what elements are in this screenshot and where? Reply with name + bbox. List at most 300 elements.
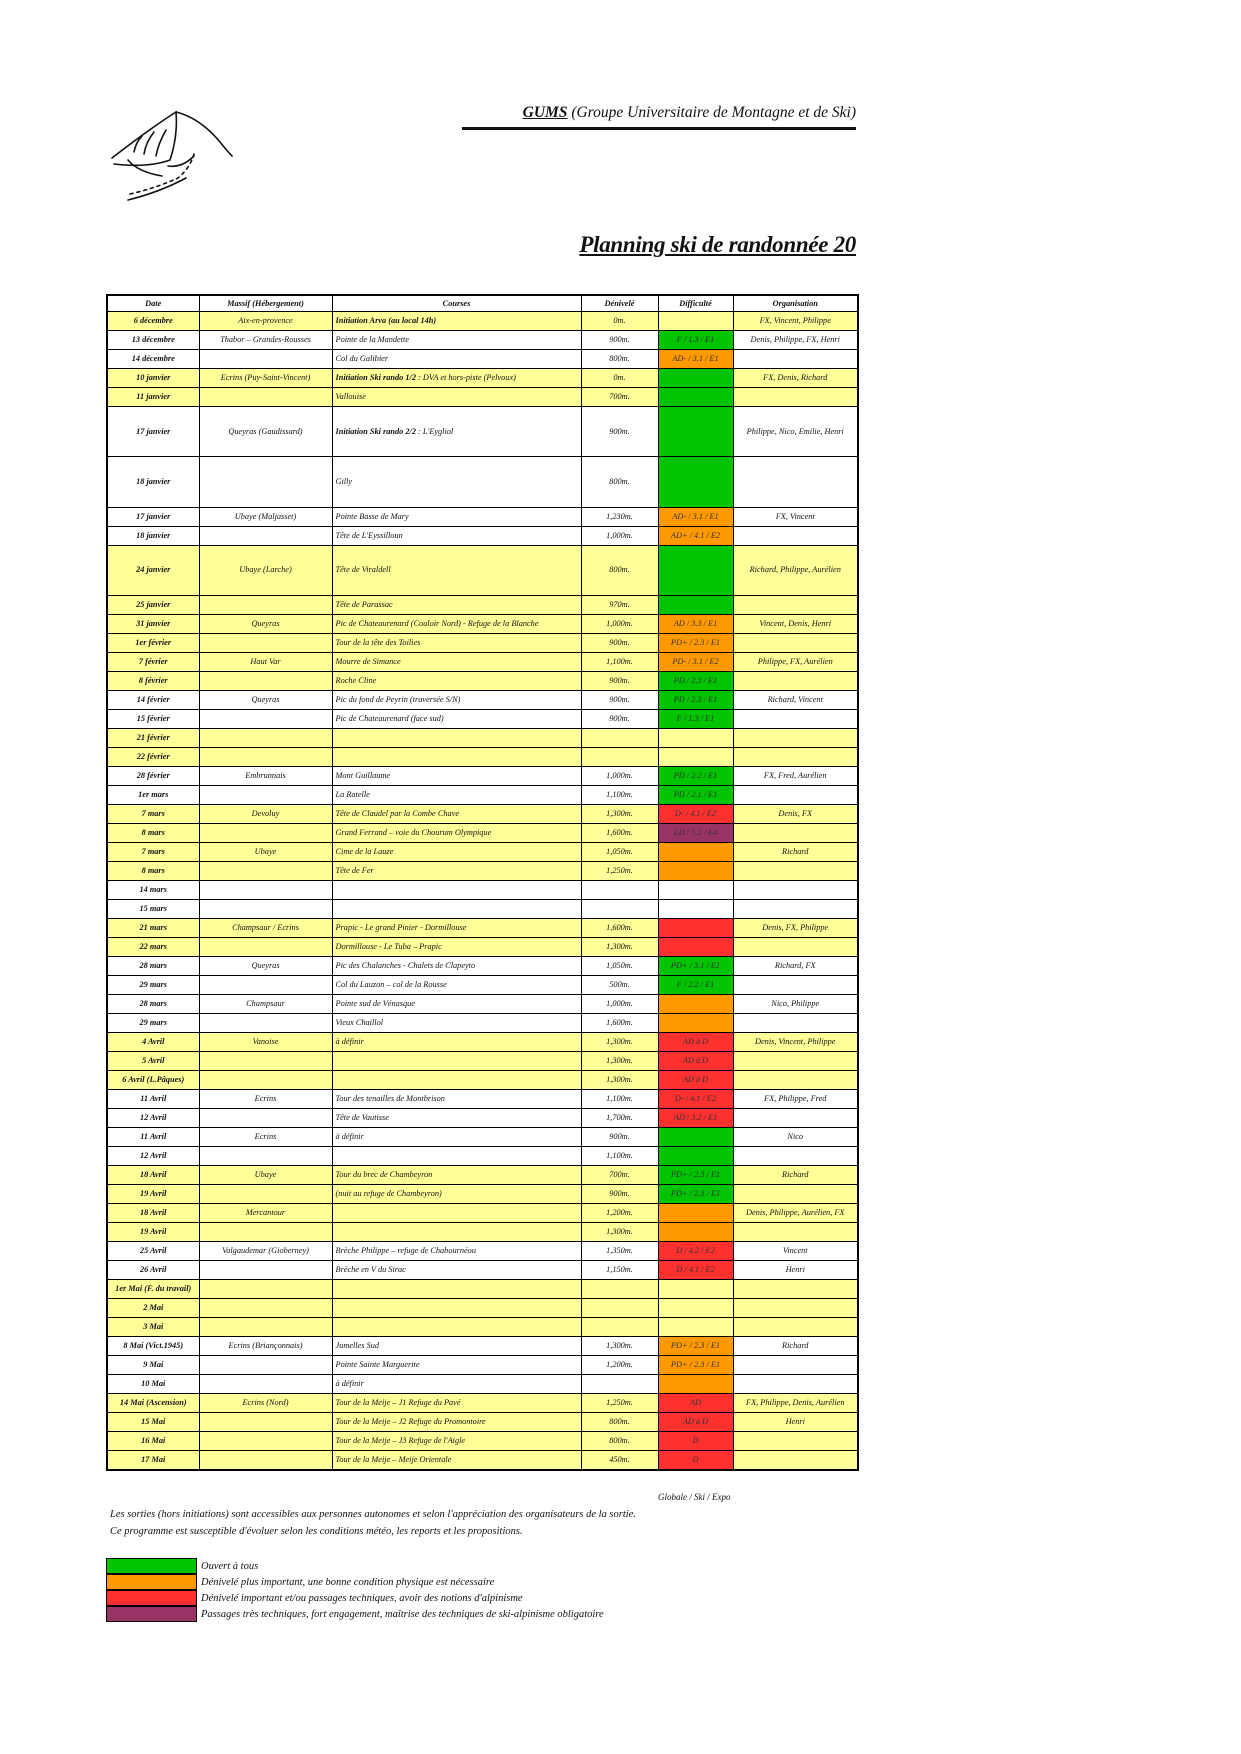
cell-massif: Queyras xyxy=(199,957,332,976)
course-label: Tour de la Meije – J1 Refuge du Pavé xyxy=(335,1398,461,1408)
cell-date: 17 janvier xyxy=(107,407,199,457)
cell-difficulte xyxy=(658,388,733,407)
table-row xyxy=(107,976,858,995)
table-row xyxy=(107,1052,858,1071)
cell-date: 1er février xyxy=(107,634,199,653)
cell-difficulte: AD / 3.3 / E1 xyxy=(658,615,733,634)
cell-massif xyxy=(199,786,332,805)
table-row xyxy=(107,881,858,900)
cell-denivele: 1,000m. xyxy=(581,995,658,1014)
table-row xyxy=(107,457,858,507)
cell-organisation xyxy=(733,710,858,729)
cell-date: 18 Avril xyxy=(107,1166,199,1185)
cell-organisation: Nico, Philippe xyxy=(733,995,858,1014)
cell-organisation xyxy=(733,526,858,545)
cell-massif xyxy=(199,710,332,729)
cell-organisation: Henri xyxy=(733,1261,858,1280)
cell-difficulte: PD+ / 2.3 / E1 xyxy=(658,1337,733,1356)
cell-difficulte: PD+ / 2.3 / E1 xyxy=(658,1356,733,1375)
table-row xyxy=(107,786,858,805)
course-label: Brèche Philippe – refuge de Chabournéou xyxy=(335,1246,476,1256)
cell-difficulte: D / 4.2 / E2 xyxy=(658,1242,733,1261)
cell-difficulte xyxy=(658,995,733,1014)
cell-date: 17 janvier xyxy=(107,507,199,526)
organization-header xyxy=(462,104,856,130)
course-label: Pointe Sainte Marguerite xyxy=(335,1360,420,1370)
cell-massif: Queyras xyxy=(199,615,332,634)
cell-course xyxy=(332,615,581,634)
course-bold-label: Initiation Arva (au local 14h) xyxy=(335,316,437,325)
cell-difficulte: D- / 4.1 / E2 xyxy=(658,805,733,824)
cell-course xyxy=(332,369,581,388)
cell-date: 7 mars xyxy=(107,805,199,824)
cell-organisation xyxy=(733,1299,858,1318)
course-label: (nuit au refuge de Chambeyron) xyxy=(335,1189,442,1199)
cell-difficulte: AD / 3.2 / E1 xyxy=(658,1109,733,1128)
table-row xyxy=(107,767,858,786)
cell-organisation xyxy=(733,881,858,900)
cell-difficulte xyxy=(658,545,733,595)
cell-massif xyxy=(199,938,332,957)
course-label: Tête de Vautisse xyxy=(335,1113,389,1123)
table-row xyxy=(107,900,858,919)
table-row xyxy=(107,312,858,331)
table-row xyxy=(107,938,858,957)
schedule-rows xyxy=(107,312,858,1470)
cell-denivele: 900m. xyxy=(581,634,658,653)
cell-massif xyxy=(199,388,332,407)
cell-difficulte xyxy=(658,369,733,388)
cell-denivele: 450m. xyxy=(581,1451,658,1470)
cell-organisation: FX, Philippe, Fred xyxy=(733,1090,858,1109)
cell-organisation: Philippe, Nico, Emilie, Henri xyxy=(733,407,858,457)
cell-date: 9 Mai xyxy=(107,1356,199,1375)
cell-date: 6 Avril (L.Pâques) xyxy=(107,1071,199,1090)
cell-date: 29 mars xyxy=(107,1014,199,1033)
cell-massif xyxy=(199,1280,332,1299)
course-label: Roche Cline xyxy=(335,676,377,686)
cell-date: 15 Mai xyxy=(107,1413,199,1432)
cell-denivele: 1,100m. xyxy=(581,1090,658,1109)
cell-massif xyxy=(199,596,332,615)
cell-course xyxy=(332,1318,581,1337)
cell-organisation: Vincent xyxy=(733,1242,858,1261)
course-label: Col du Galibier xyxy=(335,354,389,363)
cell-difficulte: F / 1.3 / E1 xyxy=(658,331,733,350)
course-label: Cime de la Lauze xyxy=(335,847,394,857)
cell-difficulte: F / 2.2 / E1 xyxy=(658,976,733,995)
table-row xyxy=(107,1299,858,1318)
difficulty-legend xyxy=(106,1558,604,1622)
course-label: Tour de la tête des Toilies xyxy=(335,638,421,648)
schedule-table xyxy=(106,294,859,1471)
cell-date: 28 mars xyxy=(107,995,199,1014)
cell-course xyxy=(332,1375,581,1394)
cell-date: 28 mars xyxy=(107,957,199,976)
cell-massif: Ecrins xyxy=(199,1128,332,1147)
cell-date: 12 Avril xyxy=(107,1147,199,1166)
cell-course xyxy=(332,388,581,407)
cell-organisation: Nico xyxy=(733,1128,858,1147)
cell-organisation: Richard, Philippe, Aurélien xyxy=(733,545,858,595)
cell-difficulte: PD+ / 2.3 / E1 xyxy=(658,634,733,653)
cell-date: 11 Avril xyxy=(107,1090,199,1109)
cell-course xyxy=(332,862,581,881)
cell-date: 10 janvier xyxy=(107,369,199,388)
cell-organisation xyxy=(733,1223,858,1242)
cell-date: 16 Mai xyxy=(107,1432,199,1451)
cell-date: 8 mars xyxy=(107,824,199,843)
table-row xyxy=(107,1432,858,1451)
cell-massif xyxy=(199,824,332,843)
cell-denivele: 1,100m. xyxy=(581,786,658,805)
cell-massif xyxy=(199,1147,332,1166)
course-label: : DVA et hors-piste (Pelvoux) xyxy=(415,373,516,382)
cell-difficulte xyxy=(658,407,733,457)
cell-course xyxy=(332,938,581,957)
cell-course xyxy=(332,1071,581,1090)
legend-swatch-purple xyxy=(106,1606,197,1622)
table-row xyxy=(107,596,858,615)
cell-course xyxy=(332,653,581,672)
cell-massif xyxy=(199,1223,332,1242)
cell-difficulte xyxy=(658,1128,733,1147)
cell-denivele: 1,300m. xyxy=(581,1071,658,1090)
cell-organisation: FX, Vincent xyxy=(733,507,858,526)
cell-denivele: 1,200m. xyxy=(581,1356,658,1375)
cell-course xyxy=(332,843,581,862)
cell-difficulte xyxy=(658,1204,733,1223)
cell-course xyxy=(332,1451,581,1470)
cell-difficulte: PD+ / 2.3 / E1 xyxy=(658,1185,733,1204)
cell-massif xyxy=(199,1109,332,1128)
cell-course xyxy=(332,824,581,843)
course-label: Pointe de la Mandette xyxy=(335,335,409,344)
course-label: Tour des tenailles de Montbrison xyxy=(335,1094,445,1104)
cell-difficulte: AD à D xyxy=(658,1052,733,1071)
table-row xyxy=(107,1413,858,1432)
course-label: Tête de Claudel par la Combe Chave xyxy=(335,809,460,819)
cell-organisation: Denis, FX xyxy=(733,805,858,824)
cell-course xyxy=(332,545,581,595)
cell-massif xyxy=(199,634,332,653)
cell-denivele: 1,000m. xyxy=(581,767,658,786)
cell-date: 8 Mai (Vict.1945) xyxy=(107,1337,199,1356)
cell-massif xyxy=(199,729,332,748)
table-row xyxy=(107,1223,858,1242)
table-row xyxy=(107,388,858,407)
difficulty-scale-caption: Globale / Ski / Expo xyxy=(658,1492,731,1502)
table-row xyxy=(107,1033,858,1052)
cell-difficulte: D- / 4.1 / E2 xyxy=(658,1090,733,1109)
course-label: Tour de la Meije – J3 Refuge de l'Aigle xyxy=(335,1436,466,1446)
cell-difficulte xyxy=(658,900,733,919)
cell-date: 18 janvier xyxy=(107,526,199,545)
cell-difficulte xyxy=(658,1375,733,1394)
course-label: Grand Ferrand – voie du Chourum Olympique xyxy=(335,828,492,838)
cell-difficulte: D xyxy=(658,1451,733,1470)
cell-denivele: 1,100m. xyxy=(581,1147,658,1166)
cell-date: 22 mars xyxy=(107,938,199,957)
cell-organisation xyxy=(733,862,858,881)
cell-difficulte xyxy=(658,457,733,507)
legend-label: Dénivelé plus important, une bonne condition physique est nécessaire xyxy=(201,1576,495,1588)
cell-massif xyxy=(199,1052,332,1071)
cell-course xyxy=(332,350,581,369)
table-row xyxy=(107,1356,858,1375)
course-bold-label: Initiation Ski rando 1/2 xyxy=(335,373,416,382)
cell-denivele: 1,000m. xyxy=(581,615,658,634)
cell-date: 21 mars xyxy=(107,919,199,938)
cell-denivele: 1,250m. xyxy=(581,1394,658,1413)
legend-label: Passages très techniques, fort engagement, maîtrise des techniques de ski-alpinisme obligatoire xyxy=(201,1608,604,1620)
table-row xyxy=(107,862,858,881)
cell-denivele: 0m. xyxy=(581,369,658,388)
table-row xyxy=(107,710,858,729)
legend-item xyxy=(106,1606,604,1622)
cell-massif xyxy=(199,672,332,691)
cell-organisation xyxy=(733,1147,858,1166)
cell-organisation: Richard, Vincent xyxy=(733,691,858,710)
cell-date: 29 mars xyxy=(107,976,199,995)
cell-denivele xyxy=(581,881,658,900)
cell-organisation: Denis, Philippe, FX, Henri xyxy=(733,331,858,350)
cell-denivele: 800m. xyxy=(581,1413,658,1432)
table-row xyxy=(107,350,858,369)
cell-organisation xyxy=(733,1071,858,1090)
cell-denivele: 900m. xyxy=(581,1185,658,1204)
cell-course xyxy=(332,1299,581,1318)
table-row xyxy=(107,1185,858,1204)
course-label: à définir xyxy=(335,1379,364,1389)
cell-difficulte xyxy=(658,1280,733,1299)
cell-difficulte: AD- / 3.1 / E1 xyxy=(658,350,733,369)
cell-organisation: FX, Philippe, Denis, Aurélien xyxy=(733,1394,858,1413)
cell-date: 1er Mai (F. du travail) xyxy=(107,1280,199,1299)
course-label: Tour du brec de Chambeyron xyxy=(335,1170,433,1180)
cell-date: 19 Avril xyxy=(107,1223,199,1242)
cell-difficulte xyxy=(658,1014,733,1033)
table-row xyxy=(107,1090,858,1109)
cell-massif xyxy=(199,976,332,995)
cell-denivele: 800m. xyxy=(581,545,658,595)
cell-denivele: 900m. xyxy=(581,710,658,729)
cell-date: 7 mars xyxy=(107,843,199,862)
cell-organisation xyxy=(733,1185,858,1204)
table-row xyxy=(107,1071,858,1090)
cell-organisation: Richard, FX xyxy=(733,957,858,976)
cell-difficulte xyxy=(658,596,733,615)
cell-difficulte: AD xyxy=(658,1394,733,1413)
cell-organisation: FX, Fred, Aurélien xyxy=(733,767,858,786)
table-row xyxy=(107,1242,858,1261)
cell-denivele: 1,000m. xyxy=(581,526,658,545)
column-header-courses: Courses xyxy=(332,295,581,312)
course-label: Prapic - Le grand Pinier - Dormillouse xyxy=(335,923,467,933)
cell-massif: Aix-en-provence xyxy=(199,312,332,331)
cell-massif xyxy=(199,1071,332,1090)
legend-swatch-red xyxy=(106,1590,197,1606)
cell-organisation xyxy=(733,938,858,957)
cell-massif: Ecrins (Briançonnais) xyxy=(199,1337,332,1356)
cell-course xyxy=(332,710,581,729)
table-row xyxy=(107,1147,858,1166)
course-label: Pointe sud de Vénasque xyxy=(335,999,415,1009)
cell-difficulte xyxy=(658,881,733,900)
cell-course xyxy=(332,1090,581,1109)
cell-denivele: 1,600m. xyxy=(581,824,658,843)
cell-date: 4 Avril xyxy=(107,1033,199,1052)
table-row xyxy=(107,507,858,526)
cell-difficulte: D / 4.1 / E2 xyxy=(658,1261,733,1280)
cell-difficulte xyxy=(658,748,733,767)
cell-organisation: Richard xyxy=(733,843,858,862)
cell-massif xyxy=(199,1185,332,1204)
cell-date: 5 Avril xyxy=(107,1052,199,1071)
cell-difficulte: AD à D xyxy=(658,1071,733,1090)
cell-date: 31 janvier xyxy=(107,615,199,634)
column-header-massif: Massif (Hébergement) xyxy=(199,295,332,312)
course-label: Vallouise xyxy=(335,392,366,401)
table-row xyxy=(107,843,858,862)
course-label: Vieux Chaillol xyxy=(335,1018,384,1028)
cell-difficulte: AD+ / 4.1 / E2 xyxy=(658,526,733,545)
cell-course xyxy=(332,1413,581,1432)
table-row xyxy=(107,653,858,672)
table-row xyxy=(107,1280,858,1299)
cell-date: 12 Avril xyxy=(107,1109,199,1128)
cell-difficulte xyxy=(658,1299,733,1318)
cell-date: 15 février xyxy=(107,710,199,729)
table-row xyxy=(107,634,858,653)
cell-massif: Valgaudemar (Gioberney) xyxy=(199,1242,332,1261)
cell-denivele: 900m. xyxy=(581,407,658,457)
cell-date: 18 janvier xyxy=(107,457,199,507)
cell-date: 25 janvier xyxy=(107,596,199,615)
note-program-changes: Ce programme est susceptible d'évoluer selon les conditions météo, les reports et les propositions. xyxy=(110,1526,523,1537)
cell-course xyxy=(332,312,581,331)
course-label: Mont Guillaume xyxy=(335,771,391,781)
cell-date: 26 Avril xyxy=(107,1261,199,1280)
cell-date: 2 Mai xyxy=(107,1299,199,1318)
cell-denivele: 900m. xyxy=(581,691,658,710)
cell-denivele: 1,100m. xyxy=(581,653,658,672)
course-label: La Ratelle xyxy=(335,790,370,800)
cell-massif xyxy=(199,748,332,767)
cell-organisation: Vincent, Denis, Henri xyxy=(733,615,858,634)
column-header-denivele: Dénivelé xyxy=(581,295,658,312)
cell-difficulte: ED / 5.2 / E4 xyxy=(658,824,733,843)
cell-denivele: 1,050m. xyxy=(581,957,658,976)
cell-denivele: 1,200m. xyxy=(581,1204,658,1223)
cell-denivele xyxy=(581,1280,658,1299)
cell-organisation xyxy=(733,1451,858,1470)
cell-denivele: 1,300m. xyxy=(581,805,658,824)
table-row xyxy=(107,369,858,388)
cell-course xyxy=(332,331,581,350)
cell-denivele: 1,300m. xyxy=(581,938,658,957)
cell-difficulte xyxy=(658,729,733,748)
cell-massif xyxy=(199,1451,332,1470)
cell-organisation xyxy=(733,388,858,407)
cell-date: 14 février xyxy=(107,691,199,710)
cell-organisation xyxy=(733,596,858,615)
cell-organisation: Denis, Vincent, Philippe xyxy=(733,1033,858,1052)
cell-organisation xyxy=(733,1014,858,1033)
cell-course xyxy=(332,457,581,507)
cell-date: 14 Mai (Ascension) xyxy=(107,1394,199,1413)
course-label: à définir xyxy=(335,1037,364,1047)
table-row xyxy=(107,526,858,545)
cell-denivele xyxy=(581,729,658,748)
cell-course xyxy=(332,1052,581,1071)
cell-massif: Embrunnais xyxy=(199,767,332,786)
cell-course xyxy=(332,1204,581,1223)
cell-denivele: 700m. xyxy=(581,1166,658,1185)
course-label: Mourre de Simance xyxy=(335,657,401,667)
cell-organisation xyxy=(733,1052,858,1071)
table-row xyxy=(107,407,858,457)
cell-denivele: 800m. xyxy=(581,350,658,369)
cell-course xyxy=(332,748,581,767)
cell-date: 14 mars xyxy=(107,881,199,900)
cell-difficulte: PD / 2.2 / E1 xyxy=(658,767,733,786)
cell-denivele: 1,300m. xyxy=(581,1052,658,1071)
cell-course xyxy=(332,1261,581,1280)
cell-difficulte: PD+ / 2.3 / E1 xyxy=(658,1166,733,1185)
cell-date: 11 Avril xyxy=(107,1128,199,1147)
cell-course xyxy=(332,507,581,526)
cell-organisation: Denis, Philippe, Aurélien, FX xyxy=(733,1204,858,1223)
cell-denivele: 1,300m. xyxy=(581,1033,658,1052)
cell-date: 10 Mai xyxy=(107,1375,199,1394)
table-row xyxy=(107,1109,858,1128)
table-header-row xyxy=(107,295,858,312)
cell-date: 6 décembre xyxy=(107,312,199,331)
table-row xyxy=(107,1318,858,1337)
cell-course xyxy=(332,957,581,976)
table-row xyxy=(107,919,858,938)
cell-difficulte xyxy=(658,938,733,957)
legend-label: Dénivelé important et/ou passages techniques, avoir des notions d'alpinisme xyxy=(201,1592,523,1604)
table-row xyxy=(107,1014,858,1033)
cell-date: 22 février xyxy=(107,748,199,767)
course-label: Tête de L'Eyssilloun xyxy=(335,530,403,540)
cell-denivele: 1,300m. xyxy=(581,1223,658,1242)
cell-massif: Devoluy xyxy=(199,805,332,824)
cell-course xyxy=(332,1033,581,1052)
course-label: : L'Eygliol xyxy=(415,426,454,436)
cell-date: 14 décembre xyxy=(107,350,199,369)
cell-organisation xyxy=(733,1280,858,1299)
table-row xyxy=(107,1261,858,1280)
cell-course xyxy=(332,1166,581,1185)
table-row xyxy=(107,1166,858,1185)
cell-denivele xyxy=(581,748,658,767)
cell-denivele xyxy=(581,1299,658,1318)
cell-organisation: Henri xyxy=(733,1413,858,1432)
cell-denivele: 700m. xyxy=(581,388,658,407)
cell-organisation: FX, Denis, Richard xyxy=(733,369,858,388)
cell-difficulte xyxy=(658,862,733,881)
table-row xyxy=(107,545,858,595)
course-label: Pic de Chateaurenard (face sud) xyxy=(335,714,444,724)
cell-massif: Champsaur xyxy=(199,995,332,1014)
cell-massif: Haut Var xyxy=(199,653,332,672)
cell-date: 21 février xyxy=(107,729,199,748)
cell-difficulte: PD+ / 3.1 / E1 xyxy=(658,957,733,976)
cell-massif: Mercantour xyxy=(199,1204,332,1223)
